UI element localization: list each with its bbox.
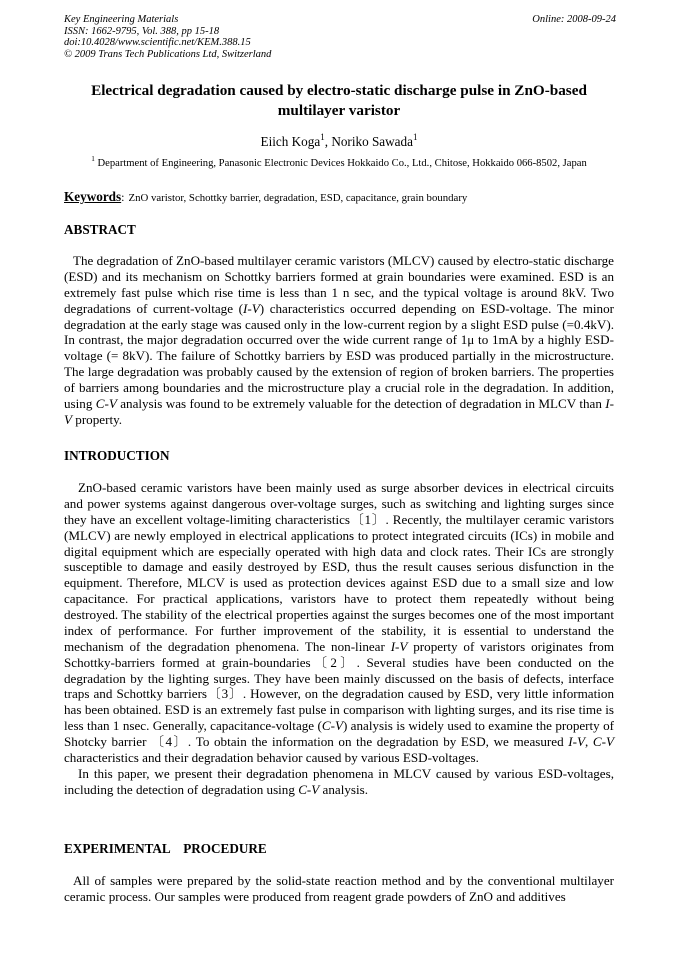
journal-header [64, 14, 616, 60]
italic-term: C-V [592, 734, 614, 749]
text-run: analysis. [319, 781, 369, 797]
text-run: ) characteristics occurred depending on ESD-voltage. The minor degradation at the early stage was caused only in the low-current region by a slight ESD pulse (=0.4kV). In contrast, the major degradation occurred over the wide current range of 1μ to 1mA by a highly ESD-voltage (= 8kV). The failure of Schottky barriers by ESD was produced partially in the microstructure. The large degradation was probably caused by the extension of region of broken barriers. The properties of barriers among boundaries and the microstructure play a crucial role in the degradation. In addition, using [64, 300, 614, 411]
abstract-paragraph [64, 253, 614, 428]
text-run: property. [72, 411, 123, 427]
abstract-text [64, 253, 614, 428]
keywords-colon: : [121, 190, 125, 204]
text-run: ) analysis is widely used to examine the property of Shotcky barrier 〔4〕. To obtain the information on the degradation by ESD, we measured [64, 718, 614, 749]
journal-name: Key Engineering Materials [64, 14, 179, 25]
italic-term: C-V [298, 781, 320, 797]
section-heading: EXPERIMENTAL PROCEDURE [64, 841, 267, 856]
italic-term: I-V [64, 395, 614, 427]
online-date: Online: 2008-09-24 [532, 14, 616, 25]
text-run: The degradation of ZnO-based multilayer ceramic varistors (MLCV) caused by electro-static discharge (ESD) and its mechanism on Schottky barriers formed at grain boundaries were examined. ESD is an extremely fast pulse which rise time is less than 1 n sec, and the typical voltage is around 8kV. Two degradations of current-voltage ( [64, 253, 614, 316]
affiliation-text: Department of Engineering, Panasonic Electronic Devices Hokkaido Co., Ltd., Chitose, Hokkaido 066-8502, Japan [97, 158, 587, 169]
italic-term: C-V [321, 718, 343, 734]
copyright-line: © 2009 Trans Tech Publications Ltd, Switzerland [64, 48, 272, 60]
affiliation-mark: 1 [91, 155, 95, 164]
issn-line: ISSN: 1662-9795, Vol. 388, pp 15-18 [64, 25, 220, 37]
introduction-text [64, 480, 614, 798]
experimental-paragraph: All of samples were prepared by the solid-state reaction method and by the conventional multilayer ceramic process. Our samples were produced from reagent grade powders of ZnO and additives [64, 873, 614, 904]
affiliation-mark: 1 [320, 132, 325, 143]
text-run: , [585, 734, 593, 749]
affiliation [64, 155, 614, 169]
italic-term: I-V [390, 638, 408, 654]
keywords-text: ZnO varistor, Schottky barrier, degradation, ESD, capacitance, grain boundary [128, 192, 468, 204]
affiliation-mark: 1 [412, 132, 418, 143]
author-name: Eiich Koga [260, 134, 321, 149]
author-name: Noriko Sawada [331, 134, 413, 149]
experimental-text [64, 873, 614, 905]
italic-term: I-V [568, 734, 585, 749]
paper-title: Electrical degradation caused by electro-static discharge pulse in ZnO-based multilayer varistor [91, 82, 587, 119]
italic-term: C-V [95, 395, 117, 411]
keywords-label: Keywords [64, 189, 122, 204]
italic-term: I-V [242, 300, 260, 316]
section-heading: INTRODUCTION [64, 448, 170, 463]
journal-info [64, 14, 271, 60]
text-run: characteristics and their degradation behavior caused by various ESD-voltages. [64, 749, 479, 765]
section-heading: ABSTRACT [64, 222, 136, 237]
doi-line: doi:10.4028/www.scientific.net/KEM.388.15 [64, 37, 251, 49]
keywords-line [64, 188, 616, 206]
author-list: Eiich Koga$^1$, Noriko Sawada$^1$ [260, 132, 418, 149]
intro-paragraph [64, 766, 614, 798]
text-run: ZnO-based ceramic varistors have been mainly used as surge absorber devices in electrical circuits and power systems against dangerous over-voltage surges, such as switching and lighting surges since they have an excellent voltage-limiting characteristics〔1〕. Recently, the multilayer ceramic varistors (MLCV) are newly employed in electrical applications to protect integrated circuits (ICs) in mobile and digital equipment which are especially operated with high data and clock rates. Their ICs are strongly susceptible to damage and easily destroyed by ESD, thus the result causes serious disfunction in the equipment. Therefore, MLCV is used as protection devices against ESD due to a small size and low capacitance. For practical applications, varistors have to protect them repeatedly without being destroyed. The stability of the electrical properties against the surges becomes one of the most important index of performance. For further improvement of the stability, it is essential to understand the mechanism of the degradation phenomena. The non-linear [64, 480, 614, 654]
text-run: property of varistors originates from Schottky-barriers formed at grain-boundaries〔2〕. Several studies have been conducted on the degradation by the lighting surges. They have been mainly discussed on the basis of defects, interface traps and Schottky barriers〔3〕. However, on the degradation caused by ESD, very little information has been obtained. ESD is an extremely fast pulse in comparison with lighting surges, and its rise time is less than 1 nsec. Generally, capacitance-voltage ( [64, 638, 614, 734]
text-run: In this paper, we present their degradation phenomena in MLCV caused by various ESD-voltages, including the detection of degradation using [64, 765, 614, 797]
text-run: analysis was found to be extremely valuable for the detection of degradation in MLCV than [116, 395, 606, 411]
intro-paragraph [64, 480, 614, 766]
